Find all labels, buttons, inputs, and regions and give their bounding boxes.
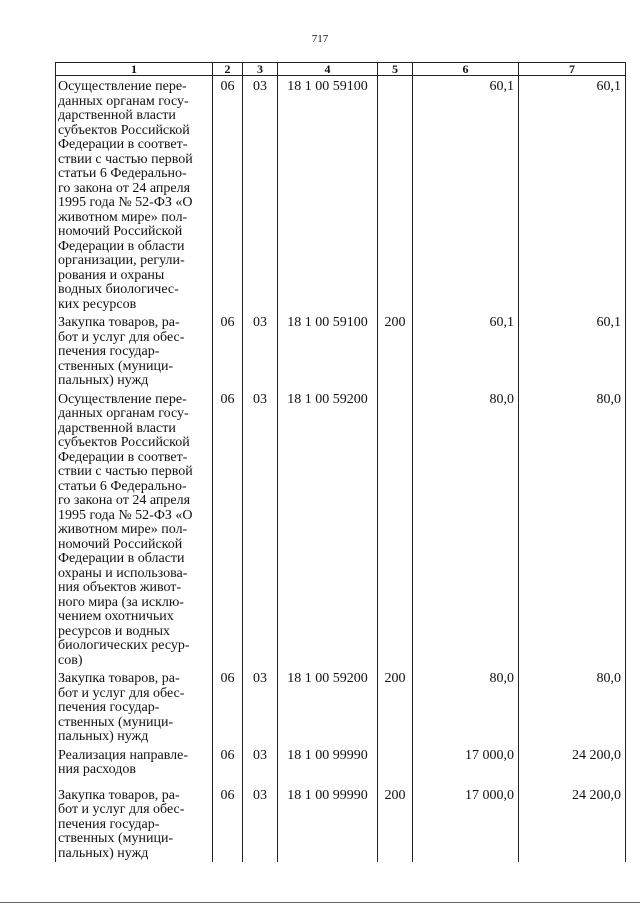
header-row — [56, 63, 626, 76]
col-header-1: 1 — [56, 63, 213, 76]
cell-amount-col7 — [519, 785, 626, 862]
table-row — [56, 785, 626, 862]
table-row — [56, 76, 626, 313]
cell-expense-type-text: 200 — [384, 787, 406, 803]
cell-name — [56, 76, 213, 313]
cell-section-text: 06 — [220, 747, 235, 763]
cell-amount-col6-text: 80,0 — [489, 391, 514, 407]
budget-table — [55, 62, 626, 862]
cell-target-article — [278, 312, 378, 389]
cell-name-text: Закупка товаров, ра- бот и услуг для обес- печения государ- ственных (муници- пальных) нужд — [58, 315, 185, 388]
cell-target-article-text: 18 1 00 59100 — [287, 315, 368, 330]
cell-section-text: 06 — [220, 391, 235, 407]
cell-expense-type-text: 200 — [384, 671, 406, 686]
cell-subsection-text: 03 — [253, 315, 267, 330]
col-header-5: 5 — [378, 63, 413, 76]
cell-subsection — [243, 76, 278, 313]
cell-amount-col6-text: 60,1 — [489, 79, 514, 94]
cell-expense-type — [378, 76, 413, 313]
cell-expense-type — [378, 312, 413, 389]
cell-subsection — [243, 312, 278, 389]
cell-target-article-text: 18 1 00 99990 — [287, 787, 368, 803]
cell-subsection-text: 03 — [253, 787, 267, 803]
cell-target-article — [278, 389, 378, 669]
cell-amount-col7 — [519, 389, 626, 669]
table-row — [56, 745, 626, 785]
cell-name — [56, 745, 213, 785]
table-row — [56, 668, 626, 745]
page-bottom-rule — [0, 902, 640, 903]
cell-amount-col6-text: 60,1 — [489, 315, 514, 330]
table-body — [56, 76, 626, 862]
cell-subsection-text: 03 — [253, 747, 267, 763]
cell-name-text: Закупка товаров, ра- бот и услуг для обес- печения государ- ственных (муници- пальных) нужд — [58, 671, 185, 744]
cell-amount-col7-text: 60,1 — [596, 79, 621, 94]
cell-amount-col7-text: 80,0 — [596, 671, 621, 686]
cell-name — [56, 389, 213, 669]
cell-target-article — [278, 668, 378, 745]
cell-section — [213, 312, 243, 389]
cell-amount-col7-text: 60,1 — [596, 315, 621, 330]
cell-target-article-text: 18 1 00 59200 — [287, 391, 368, 407]
col-header-3: 3 — [243, 63, 278, 76]
col-header-7: 7 — [519, 63, 626, 76]
cell-target-article — [278, 76, 378, 313]
cell-subsection-text: 03 — [253, 391, 267, 407]
cell-amount-col6 — [413, 76, 519, 313]
col-header-6: 6 — [413, 63, 519, 76]
cell-subsection — [243, 785, 278, 862]
cell-subsection-text: 03 — [253, 671, 267, 686]
col-header-4: 4 — [278, 63, 378, 76]
cell-amount-col7 — [519, 668, 626, 745]
cell-amount-col7-text: 24 200,0 — [572, 747, 621, 763]
cell-section — [213, 389, 243, 669]
cell-section — [213, 76, 243, 313]
cell-expense-type — [378, 389, 413, 669]
table-row — [56, 312, 626, 389]
col-header-2: 2 — [213, 63, 243, 76]
cell-name — [56, 312, 213, 389]
cell-section-text: 06 — [220, 787, 235, 803]
cell-target-article-text: 18 1 00 59200 — [287, 671, 368, 686]
cell-subsection — [243, 668, 278, 745]
cell-amount-col7-text: 80,0 — [596, 391, 621, 407]
cell-amount-col6 — [413, 785, 519, 862]
cell-amount-col6 — [413, 745, 519, 785]
cell-name-text: Реализация направле- ния расходов — [58, 747, 188, 777]
cell-target-article — [278, 745, 378, 785]
cell-amount-col7-text: 24 200,0 — [572, 787, 621, 803]
cell-target-article-text: 18 1 00 99990 — [287, 747, 368, 763]
cell-amount-col7 — [519, 745, 626, 785]
cell-subsection — [243, 745, 278, 785]
cell-amount-col6-text: 17 000,0 — [465, 747, 514, 763]
cell-section — [213, 745, 243, 785]
cell-section-text: 06 — [220, 315, 235, 330]
cell-name-text: Закупка товаров, ра- бот и услуг для обес- печения государ- ственных (муници- пальных) нужд — [58, 787, 185, 861]
cell-section — [213, 668, 243, 745]
cell-section — [213, 785, 243, 862]
cell-amount-col6-text: 17 000,0 — [465, 787, 514, 803]
cell-name — [56, 785, 213, 862]
cell-section-text: 06 — [220, 671, 235, 686]
table-row — [56, 389, 626, 669]
cell-amount-col6 — [413, 668, 519, 745]
cell-expense-type — [378, 745, 413, 785]
cell-expense-type — [378, 785, 413, 862]
cell-section-text: 06 — [220, 79, 235, 94]
cell-subsection-text: 03 — [253, 79, 267, 94]
cell-amount-col7 — [519, 76, 626, 313]
cell-amount-col6 — [413, 389, 519, 669]
cell-amount-col7 — [519, 312, 626, 389]
cell-name — [56, 668, 213, 745]
cell-amount-col6 — [413, 312, 519, 389]
cell-name-text: Осуществление пере- данных органам госу- дарственной власти субъектов Российской Федерации в соответ- ствии с частью первой статьи 6 Федерально- го закона от 24 апреля 1995 года № 52-ФЗ «О животном мире» пол- номочий Российской Федерации в области организации, регули- рования и охраны водных биологичес- ких ресурсов — [58, 79, 193, 312]
cell-amount-col6-text: 80,0 — [489, 671, 514, 686]
cell-expense-type-text: 200 — [384, 315, 406, 330]
cell-target-article — [278, 785, 378, 862]
cell-name-text: Осуществление пере- данных органам госу- дарственной власти субъектов Российской Федерации в соответ- ствии с частью первой статьи 6 Федерально- го закона от 24 апреля 1995 года № 52-ФЗ «О животном мире» пол- номочий Российской Федерации в области охраны и использова- ния объектов живот- ного мира (за исклю- чением охотничьих ресурсов и водных биологических ресур- сов) — [58, 391, 193, 668]
cell-expense-type — [378, 668, 413, 745]
page-number: 717 — [311, 33, 329, 45]
cell-target-article-text: 18 1 00 59100 — [287, 79, 368, 94]
cell-subsection — [243, 389, 278, 669]
